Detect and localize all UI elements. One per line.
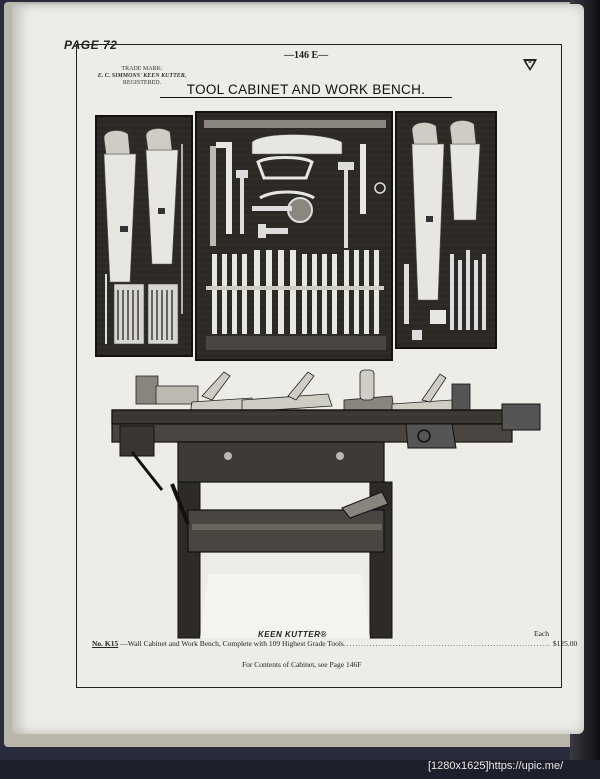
item-description: —Wall Cabinet and Work Bench, Complete with 109 Highest Grade Tools (120, 639, 344, 648)
price-column-header: Each (534, 629, 549, 638)
trademark-line-2: E. C. SIMMONS' KEEN KUTTER, (97, 73, 187, 79)
keen-kutter-brand-mark: KEEN KUTTER® (258, 630, 327, 639)
contents-reference-note: For Contents of Cabinet, see Page 146F (242, 660, 362, 669)
work-bench (112, 370, 540, 638)
trademark-line-1: TRADE MARK: (121, 66, 163, 72)
item-price: $125.00 (552, 639, 578, 648)
cabinet-right-door (396, 112, 496, 348)
page-number-label: PAGE 72 (64, 38, 118, 52)
catalog-item-line (92, 639, 578, 648)
trademark-line-3: REGISTERED. (122, 80, 162, 86)
dot-leader: ........................................................................ (343, 639, 551, 648)
cabinet-left-door (96, 116, 192, 356)
cabinet-center-panel (196, 112, 392, 360)
item-number: No. K15 (92, 639, 119, 648)
tool-cabinet-illustration (92, 104, 546, 640)
image-source-watermark: [1280x1625]https://upic.me/ (428, 760, 564, 772)
catalog-code: —146 E— (284, 50, 329, 61)
page-title: TOOL CABINET AND WORK BENCH. (160, 82, 452, 98)
keen-kutter-logo-icon (522, 58, 538, 72)
